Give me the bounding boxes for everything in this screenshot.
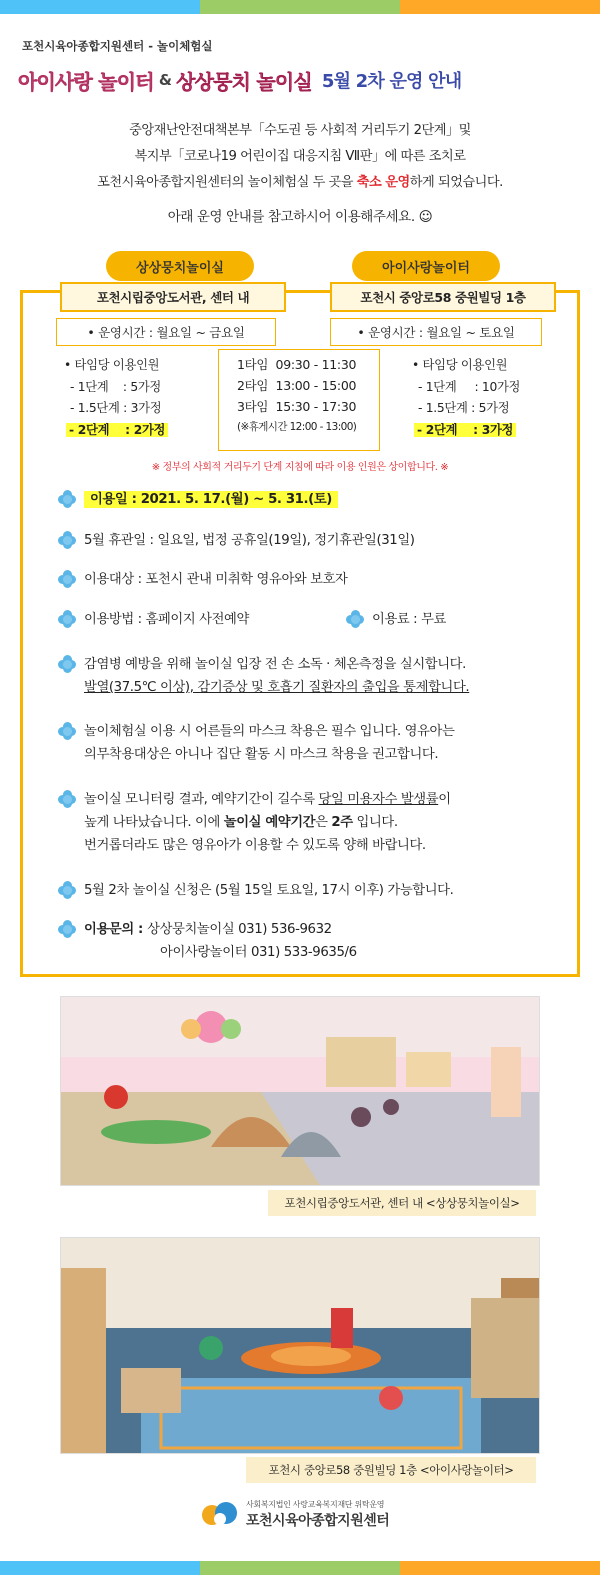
item-fee — [346, 608, 446, 631]
clover-icon — [58, 570, 76, 588]
clover-icon — [58, 610, 76, 628]
bottom-color-bar — [0, 1561, 600, 1575]
cap-level-1: - 1단계 : 5가정 — [70, 379, 161, 394]
room-right-name: 아이사랑놀이터 — [352, 251, 500, 281]
monitor-line-3: 번거롭더라도 많은 영유아가 이용할 수 있도록 양해 바랍니다. — [84, 838, 426, 853]
cap-title: • 타임당 이용인원 — [64, 358, 160, 372]
monitor-2a: 높게 나타났습니다. 이에 — [84, 815, 224, 830]
title-sangsang: 상상뭉치 놀이실 — [176, 69, 312, 94]
mask-line-1: 놀이체험실 이용 시 어른들의 마스크 착용은 필수 입니다. 영유아는 — [84, 724, 455, 739]
room-left-name: 상상뭉치놀이실 — [106, 251, 254, 281]
monitor-2c: 은 — [315, 815, 332, 830]
monitor-line-2 — [84, 811, 451, 834]
item-infection — [58, 653, 469, 699]
bottom-bar-orange — [400, 1561, 600, 1575]
item-target — [58, 568, 348, 591]
photo-sangsang-room — [60, 996, 540, 1186]
footer-org-name: 포천시육아종합지원센터 — [246, 1512, 390, 1529]
intro-line-1: 중앙재난안전대책본부「수도권 등 사회적 거리두기 2단계」및 — [129, 123, 471, 138]
clover-icon — [58, 490, 76, 508]
monitor-2-weeks: 2주 — [331, 815, 353, 830]
intro-line-3a: 포천시육아종합지원센터의 놀이체험실 두 곳을 — [97, 175, 357, 190]
room-left-capacity — [64, 355, 168, 441]
bottom-bar-blue — [0, 1561, 200, 1575]
room-right-location: 포천시 중앙로58 중원빌딩 1층 — [330, 282, 556, 312]
holiday-text: 5월 휴관일 : 일요일, 법정 공휴일(19일), 정기휴관일(31일) — [84, 533, 415, 548]
clover-icon — [346, 610, 364, 628]
intro-red-emphasis: 축소 운영 — [356, 175, 410, 190]
title-schedule: 5월 2차 운영 안내 — [321, 71, 462, 92]
monitor-1b: 이 — [438, 792, 451, 807]
room-right-hours: • 운영시간 : 월요일 ~ 토요일 — [330, 318, 542, 346]
room-illustration-2 — [61, 1238, 540, 1454]
cap-level-15: - 1.5단계 : 3가정 — [70, 401, 162, 415]
item-apply — [58, 879, 453, 902]
top-bar-orange — [400, 0, 600, 14]
intro-text — [0, 118, 600, 196]
capacity-warning: ※ 정부의 사회적 거리두기 단계 지침에 따라 이용 인원은 상이합니다. ※ — [151, 462, 449, 473]
cap-level-1: - 1단계 : 10가정 — [418, 379, 521, 394]
apply-text: 5월 2차 놀이실 신청은 (5월 15일 토요일, 17시 이후) 가능합니다. — [84, 883, 454, 898]
room-left-hours: • 운영시간 : 월요일 ~ 금요일 — [56, 318, 276, 346]
cap-level-15: - 1.5단계 : 5가정 — [418, 401, 510, 415]
clover-icon — [58, 531, 76, 549]
clover-icon — [58, 881, 76, 899]
monitor-2e: 입니다. — [352, 815, 398, 830]
item-period — [58, 488, 338, 511]
monitor-1a: 놀이실 모니터링 결과, 예약기간이 길수록 — [84, 792, 319, 807]
contact-label: 이용문의 : — [84, 922, 148, 937]
cap-level-2-highlight: - 2단계 : 2가정 — [66, 423, 168, 437]
bottom-bar-green — [200, 1561, 400, 1575]
item-monitoring — [58, 788, 451, 857]
footer-org-small: 사회복지법인 사랑교육복지재단 위탁운영 — [246, 1499, 385, 1509]
target-text: 이용대상 : 포천시 관내 미취학 영유아와 보호자 — [84, 572, 348, 587]
contact-line-1: 상상뭉치놀이실 031) 536-9632 — [147, 922, 332, 937]
item-contact — [58, 918, 357, 964]
title-aisarang: 아이사랑 놀이터 — [18, 69, 154, 94]
room-illustration-1 — [61, 997, 540, 1186]
top-bar-blue — [0, 0, 200, 14]
photo-aisarang-room — [60, 1237, 540, 1454]
period-text: 이용일 : 2021. 5. 17.(월) ~ 5. 31.(토) — [84, 491, 338, 508]
item-method — [58, 608, 249, 631]
method-text: 이용방법 : 홈페이지 사전예약 — [84, 612, 249, 627]
clover-icon — [58, 920, 76, 938]
contact-line-2: 아이사랑놀이터 031) 533-9635/6 — [160, 945, 357, 960]
room-left-location: 포천시립중앙도서관, 센터 내 — [60, 282, 286, 312]
monitor-1-underline: 당일 미용자수 발생률 — [318, 792, 439, 807]
center-logo-icon — [200, 1497, 240, 1531]
top-color-bar — [0, 0, 600, 14]
cap-level-2-highlight: - 2단계 : 3가정 — [414, 423, 516, 437]
time-slot-3: 3타임 15:30 - 17:30 — [237, 399, 357, 414]
intro-line-2: 복지부「코로나19 어린이집 대응지침 Ⅶ판」에 따른 조치로 — [134, 149, 466, 164]
time-slot-2: 2타임 13:00 - 15:00 — [237, 378, 357, 393]
title-ampersand: & — [158, 71, 172, 89]
clover-icon — [58, 655, 76, 673]
top-bar-green — [200, 0, 400, 14]
break-time: (※휴게시간 12:00 - 13:00) — [237, 421, 357, 433]
monitor-2-bold: 놀이실 예약기간 — [223, 815, 316, 830]
mask-line-2: 의무착용대상은 아니나 집단 활동 시 마스크 착용을 권고합니다. — [84, 747, 439, 762]
monitor-line-1 — [84, 788, 451, 811]
fee-text: 이용료 : 무료 — [372, 612, 446, 627]
clover-icon — [58, 722, 76, 740]
item-mask — [58, 720, 454, 766]
cap-title: • 타임당 이용인원 — [412, 358, 508, 372]
intro-line-3 — [0, 170, 600, 196]
clover-icon — [58, 790, 76, 808]
room-right-capacity — [412, 355, 520, 441]
time-slots — [218, 349, 380, 451]
photo1-caption: 포천시립중앙도서관, 센터 내 <상상뭉치놀이실> — [268, 1190, 536, 1216]
intro-note: 아래 운영 안내를 참고하시어 이용해주세요. ☺ — [167, 209, 433, 225]
org-line: 포천시육아종합지원센터 - 놀이체험실 — [22, 39, 213, 53]
photo2-caption: 포천시 중앙로58 중원빌딩 1층 <아이사랑놀이터> — [246, 1457, 536, 1483]
infection-line-2: 발열(37.5℃ 이상), 감기증상 및 호흡기 질환자의 출입을 통제합니다. — [84, 680, 470, 695]
intro-line-3b: 하게 되었습니다. — [409, 175, 503, 190]
infection-line-1: 감염병 예방을 위해 놀이실 입장 전 손 소독 · 체온측정을 실시합니다. — [84, 657, 466, 672]
item-holiday — [58, 529, 415, 552]
page-title — [18, 62, 588, 98]
footer-logo-block — [200, 1497, 389, 1531]
time-slot-1: 1타임 09:30 - 11:30 — [237, 357, 357, 372]
